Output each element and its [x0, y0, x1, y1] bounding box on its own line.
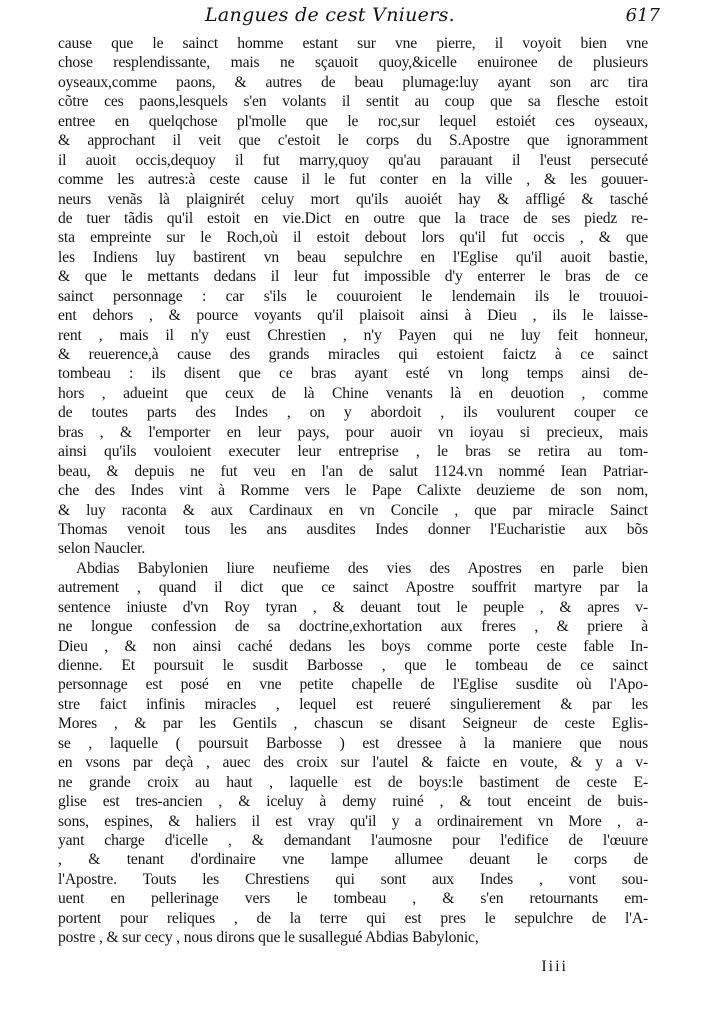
text-line: se , laquelle ( poursuit Barbosse ) est dressee à la maniere que nous — [58, 734, 648, 752]
text-line: oyseaux,comme paons, & autres de beau plumage:luy ayant son arc tira — [58, 73, 648, 91]
text-line: dienne. Et poursuit le susdit Barbosse , que le tombeau de ce sainct — [58, 657, 648, 674]
text-line: hors , adueint que ceux de là Chine venants là en deuotion , comme — [58, 384, 648, 402]
running-title: Langues de cest Vniuers. — [205, 4, 455, 26]
text-line: & approchant il veit que c'estoit le corps du S.Apostre que ignoramment — [58, 132, 648, 150]
signature-mark: Iiii — [541, 958, 568, 975]
text-line: & luy raconta & aux Cardinaux en vn Concile , que par miracle Sainct — [58, 501, 648, 519]
running-head — [60, 4, 660, 30]
text-line: , & tenant d'ordinaire vne lampe allumee deuant le corps de — [58, 851, 648, 869]
text-line: yant charge d'icelle , & demandant l'aumosne pour l'edifice de l'œuure — [58, 831, 648, 849]
text-line: personnage est posé en vne petite chapelle de l'Eglise susdite où l'Apo- — [58, 676, 648, 694]
text-line: ent dehors , & pource voyants qu'il plaisoit ainsi à Dieu , ils le laisse- — [58, 307, 648, 325]
text-line: ne longue confession de sa doctrine,exhortation aux freres , & priere à — [58, 618, 648, 636]
text-line: postre , & sur cecy , nous dirons que le susallegué Abdias Babylonic, — [58, 929, 479, 947]
text-line: cõtre ces paons,lesquels s'en volants il sentit au coup que sa flesche estoit — [58, 93, 648, 111]
paragraph — [58, 34, 648, 559]
paragraph — [58, 559, 648, 948]
text-line: chose resplendissante, mais ne sçauoit quoy,&icelle enuironee de plusieurs — [58, 54, 648, 72]
text-line: l'Apostre. Touts les Chrestiens qui sont aux Indes , vont sou- — [58, 870, 648, 888]
text-line: che des Indes vint à Romme vers le Pape Calixte deuzieme de son nom, — [58, 482, 648, 500]
text-line: les Indiens luy bastirent vn beau sepulchre en l'Eglise qu'il auoit bastie, — [58, 248, 648, 266]
text-line: Abdias Babylonien liure neufieme des vies des Apostres en parle bien — [76, 559, 648, 577]
text-line: stre faict infinis miracles , lequel est reueré singulierement & par les — [58, 695, 648, 713]
text-line: Thomas venoit tous les ans ausdites Indes donner l'Eucharistie aux bõs — [58, 520, 648, 538]
text-line: autrement , quand il dict que ce sainct Apostre souffrit martyre par la — [58, 579, 648, 597]
text-line: tombeau : ils disent que ce bras ayant esté vn long temps ainsi de- — [58, 365, 648, 383]
text-line: uent en pellerinage vers le tombeau , & s'en retournants em- — [58, 890, 648, 908]
text-line: sta empreinte sur le Roch,où il estoit debout lors qu'il fut occis , & que — [58, 229, 648, 247]
text-line: Dieu , & non ainsi caché dedans les boys comme porte ceste fable In- — [58, 637, 648, 655]
text-line: & reuerence,à cause des grands miracles qui estoient faictz à ce sainct — [58, 346, 648, 363]
text-line: de toutes parts des Indes , on y abordoit , ils voulurent couper ce — [58, 404, 648, 422]
text-line: en vsons par deçà , auec des croix sur l'autel & faicte en voute, & y a v- — [58, 754, 648, 772]
text-line: beau, & depuis ne fut veu en l'an de salut 1124.vn nommé Iean Patriar- — [58, 462, 648, 480]
text-line: sentence iniuste d'vn Roy tyran , & deuant tout le peuple , & apres v- — [58, 598, 648, 616]
text-line: portent pour reliques , de la terre qui est pres le sepulchre de l'A- — [58, 909, 648, 927]
text-line: ne grande croix au haut , laquelle est de boys:le bastiment de ceste E- — [58, 773, 648, 791]
text-line: & que le mettants dedans il leur fut impossible d'y enterrer le bras de ce — [58, 268, 648, 286]
text-line: neurs venãs là plaignirét celuy mort qu'ils auoiét hay & affligé & tasché — [58, 190, 648, 208]
page-number: 617 — [625, 5, 660, 26]
text-line: sainct personnage : car s'ils le couuroient le lendemain ils le trouuoi- — [58, 287, 648, 305]
text-line: selon Naucler. — [58, 540, 146, 558]
text-line: il auoit occis,dequoy il fut marry,quoy qu'au parauant il l'eust persecuté — [58, 151, 648, 169]
text-line: comme les autres:à ceste cause il le fut conter en la ville , & les gouuer- — [58, 171, 648, 189]
text-line: bras , & l'emporter en leur pays, pour auoir vn ioyau si precieux, mais — [58, 423, 648, 441]
text-line: cause que le sainct homme estant sur vne pierre, il voyoit bien vne — [58, 35, 648, 52]
text-line: sons, espines, & haliers il est vray qu'il y a ordinairement vn More , a- — [58, 812, 648, 830]
text-line: de tuer tãdis qu'il estoit en vie.Dict en outre que la trace de ses piedz re- — [58, 209, 648, 227]
text-line: Mores , & par les Gentils , chascun se disant Seigneur de ceste Eglis- — [58, 715, 648, 733]
text-line: entree en quelqchose pl'molle que le roc,sur lequel estoiét ces oyseaux, — [58, 112, 648, 130]
text-line: ainsi qu'ils vouloient executer leur entreprise , le bras se retira au tom- — [58, 443, 648, 461]
body-text — [58, 34, 648, 948]
text-line: glise est tres-ancien , & iceluy à demy ruiné , & tout enceint de buis- — [58, 793, 648, 811]
text-line: rent , mais il n'y eust Chrestien , n'y Payen qui ne luy feit honneur, — [58, 326, 648, 344]
